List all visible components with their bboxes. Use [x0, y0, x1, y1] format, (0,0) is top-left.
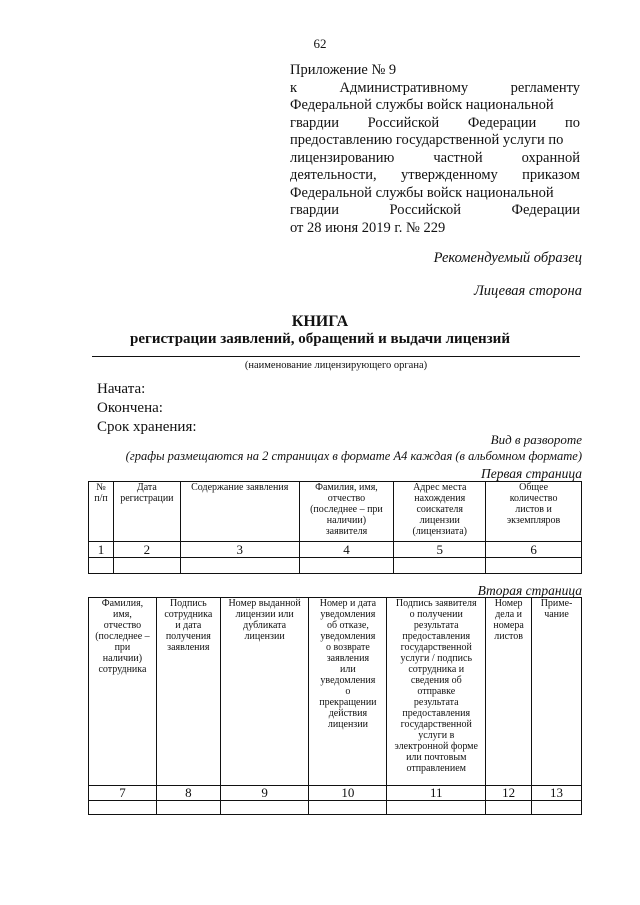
column-header: Номер и дата уведомления об отказе, уведомления о возврате заявления или уведомления о прекращении действия лицензии	[309, 598, 387, 786]
second-page-header-row	[89, 598, 582, 786]
column-header: Адрес места нахождения соискателя лицензии (лицензиата)	[394, 482, 486, 542]
column-header: Подпись сотрудника и дата получения заявления	[156, 598, 220, 786]
column-header: Приме- чание	[532, 598, 582, 786]
column-number: 1	[89, 542, 114, 558]
recommended-sample: Рекомендуемый образец	[433, 250, 582, 266]
column-number: 6	[486, 542, 582, 558]
storage-label: Срок хранения:	[97, 419, 197, 435]
empty-cell	[486, 558, 582, 574]
empty-cell	[486, 801, 532, 815]
annex-line	[290, 115, 580, 133]
column-number: 11	[387, 786, 486, 801]
annex-block	[290, 62, 580, 237]
annex-line	[290, 202, 580, 220]
annex-word: Российской	[367, 114, 440, 131]
annex-word: Административному	[339, 79, 469, 96]
column-number: 7	[89, 786, 157, 801]
page-number: 62	[313, 36, 327, 51]
empty-cell	[532, 801, 582, 815]
annex-word: гвардии	[290, 114, 339, 131]
empty-cell	[89, 801, 157, 815]
column-number: 2	[113, 542, 180, 558]
second-page-label: Вторая страница	[477, 583, 582, 598]
empty-cell	[89, 558, 114, 574]
first-page-label: Первая страница	[480, 466, 582, 481]
column-number: 13	[532, 786, 582, 801]
annex-line: от 28 июня 2019 г. № 229	[290, 219, 446, 236]
column-number: 3	[180, 542, 299, 558]
second-page-empty-row	[89, 801, 582, 815]
annex-line: предоставлению государственной услуги по	[290, 132, 564, 148]
annex-line: Федеральной службы войск национальной	[290, 184, 554, 201]
column-number: 4	[299, 542, 394, 558]
annex-word: утвержденному	[401, 167, 498, 183]
annex-line	[290, 150, 580, 168]
column-header: № п/п	[89, 482, 114, 542]
annex-word: охранной	[521, 149, 580, 166]
column-header: Содержание заявления	[180, 482, 299, 542]
annex-word: частной	[433, 149, 483, 166]
empty-cell	[156, 801, 220, 815]
annex-line	[290, 80, 580, 98]
column-header: Фамилия, имя, отчество (последнее – при наличии) сотрудника	[89, 598, 157, 786]
annex-word: Федерации	[467, 114, 537, 131]
column-header: Номер выданной лицензии или дубликата лицензии	[220, 598, 309, 786]
org-caption: (наименование лицензирующего органа)	[244, 360, 428, 371]
front-side-label: Лицевая сторона	[473, 283, 582, 299]
annex-line: Приложение № 9	[290, 62, 397, 78]
org-line	[92, 356, 580, 357]
document-title: КНИГА	[291, 313, 349, 330]
document-subtitle: регистрации заявлений, обращений и выдачи лицензий	[130, 331, 510, 347]
annex-word: деятельности,	[290, 167, 377, 183]
column-number: 12	[486, 786, 532, 801]
annex-word: к	[290, 79, 298, 96]
annex-word: лицензированию	[290, 149, 395, 166]
second-page-table	[88, 597, 582, 815]
first-page-number-row	[89, 542, 582, 558]
annex-word: Российской	[389, 202, 461, 218]
annex-word: регламенту	[510, 79, 580, 96]
column-number: 8	[156, 786, 220, 801]
column-header: Номер дела и номера листов	[486, 598, 532, 786]
ended-label: Окончена:	[97, 400, 163, 416]
empty-cell	[387, 801, 486, 815]
empty-cell	[394, 558, 486, 574]
spread-note: Вид в развороте	[490, 432, 582, 447]
column-header: Общее количество листов и экземпляров	[486, 482, 582, 542]
annex-word: гвардии	[290, 202, 339, 218]
annex-line: Федеральной службы войск национальной	[290, 97, 554, 113]
empty-cell	[113, 558, 180, 574]
annex-word: по	[564, 114, 580, 131]
spread-detail: (графы размещаются на 2 страницах в формате А4 каждая (в альбомном формате)	[125, 449, 582, 463]
empty-cell	[309, 801, 387, 815]
column-number: 9	[220, 786, 309, 801]
first-page-empty-row	[89, 558, 582, 574]
annex-word: приказом	[522, 167, 580, 183]
column-header: Дата регистрации	[113, 482, 180, 542]
column-number: 5	[394, 542, 486, 558]
column-header: Подпись заявителя о получении результата предоставления государственной услуги / подпись сотрудника и сведения об отправке результата предоставления государственной услуги в электронной форме или почтовым отправлением	[387, 598, 486, 786]
started-label: Начата:	[97, 381, 146, 397]
column-header: Фамилия, имя, отчество (последнее – при наличии) заявителя	[299, 482, 394, 542]
empty-cell	[180, 558, 299, 574]
first-page-header-row	[89, 482, 582, 542]
empty-cell	[220, 801, 309, 815]
annex-word: Федерации	[511, 202, 580, 218]
first-page-table	[88, 481, 582, 574]
empty-cell	[299, 558, 394, 574]
second-page-number-row	[89, 786, 582, 801]
column-number: 10	[309, 786, 387, 801]
annex-line	[290, 167, 580, 185]
